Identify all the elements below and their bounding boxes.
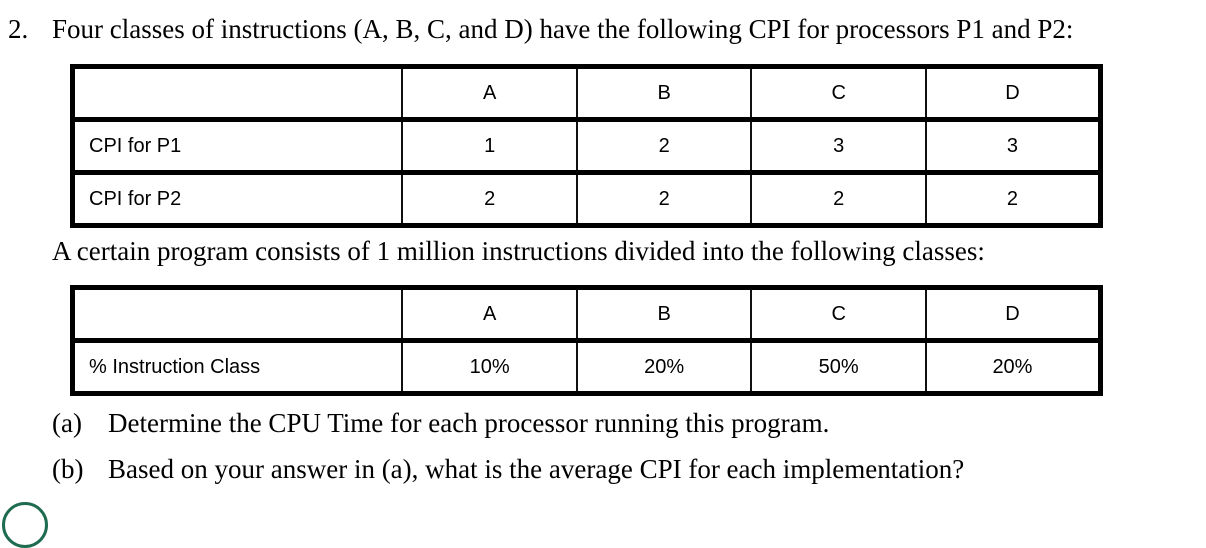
table-row [73, 120, 1101, 173]
circle-logo-icon [2, 502, 48, 548]
subquestion-label: (b) [52, 454, 84, 484]
cpi-table [70, 64, 1103, 228]
table-cell: 50% [751, 341, 926, 394]
row-label: % Instruction Class [73, 341, 403, 394]
table-header-row [73, 67, 1101, 120]
row-label: CPI for P1 [73, 120, 403, 173]
table-cell: 3 [751, 120, 926, 173]
row-label: CPI for P2 [73, 173, 403, 226]
table-row [73, 173, 1101, 226]
header-cell-empty [73, 67, 403, 120]
table-cell: 2 [751, 173, 926, 226]
table-cell: 20% [926, 341, 1101, 394]
header-cell-empty [73, 288, 403, 341]
header-cell-a: A [402, 67, 577, 120]
subquestion-label: (a) [52, 408, 82, 438]
header-cell-c: C [751, 288, 926, 341]
question-number: 2. [8, 14, 29, 44]
table-header-row [73, 288, 1101, 341]
table-cell: 1 [402, 120, 577, 173]
header-cell-c: C [751, 67, 926, 120]
table-cell: 2 [577, 120, 752, 173]
header-cell-d: D [926, 288, 1101, 341]
table-cell: 2 [577, 173, 752, 226]
table-cell: 10% [402, 341, 577, 394]
header-cell-b: B [577, 67, 752, 120]
header-cell-b: B [577, 288, 752, 341]
subquestion-a [52, 408, 829, 439]
subquestion-b [52, 454, 964, 485]
header-cell-d: D [926, 67, 1101, 120]
question-intro-text: Four classes of instructions (A, B, C, and D) have the following CPI for processors P1 and P2: [52, 14, 1074, 44]
subquestion-text: Based on your answer in (a), what is the average CPI for each implementation? [108, 454, 965, 484]
table-cell: 20% [577, 341, 752, 394]
subquestion-text: Determine the CPU Time for each processor running this program. [108, 408, 830, 438]
table-cell: 3 [926, 120, 1101, 173]
table-row [73, 341, 1101, 394]
program-description: A certain program consists of 1 million instructions divided into the following classes: [52, 236, 985, 266]
table-cell: 2 [926, 173, 1101, 226]
question-intro [8, 14, 1073, 45]
instruction-mix-table [70, 285, 1103, 396]
header-cell-a: A [402, 288, 577, 341]
table-cell: 2 [402, 173, 577, 226]
